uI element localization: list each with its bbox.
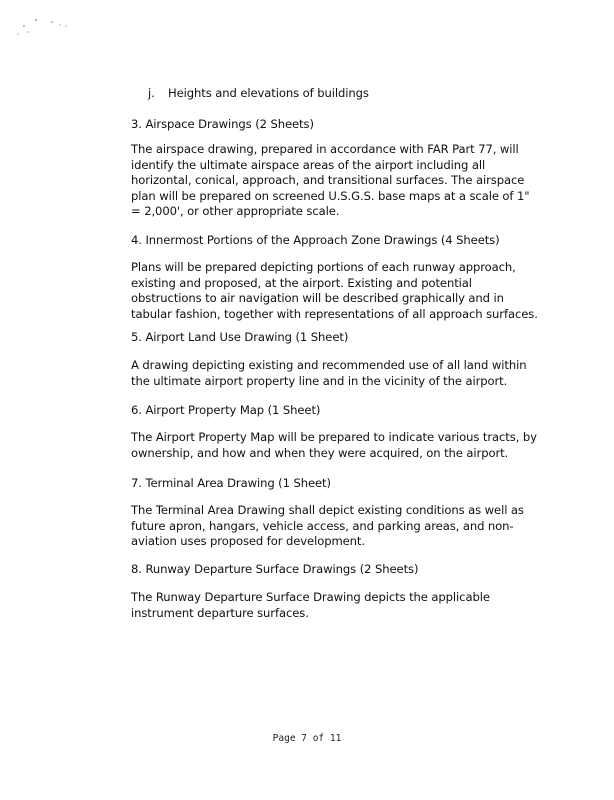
section-paragraph [131, 590, 551, 621]
paragraph-line: identify the ultimate airspace areas of the airport including all [131, 157, 486, 172]
section-heading: 8. Runway Departure Surface Drawings (2 Sheets) [131, 562, 419, 576]
paragraph-line: aviation uses proposed for development. [131, 534, 365, 549]
list-item-text: Heights and elevations of buildings [168, 86, 369, 100]
paragraph-line: Plans will be prepared depicting portions of each runway approach, [131, 260, 516, 274]
paragraph-line: The airspace drawing, prepared in accordance with FAR Part 77, will [131, 142, 519, 156]
section-heading: 5. Airport Land Use Drawing (1 Sheet) [131, 330, 349, 344]
section-heading: 4. Innermost Portions of the Approach Zone Drawings (4 Sheets) [131, 233, 500, 247]
section-heading: 6. Airport Property Map (1 Sheet) [131, 403, 321, 417]
section-paragraph [131, 503, 551, 550]
paragraph-line: instrument departure surfaces. [131, 605, 309, 620]
section-paragraph [131, 260, 551, 322]
scan-specks [14, 14, 74, 54]
paragraph-line: plan will be prepared on screened U.S.G.S. base maps at a scale of 1" [131, 188, 530, 203]
list-marker: j. [148, 86, 155, 100]
paragraph-line: obstructions to air navigation will be described graphically and in [131, 291, 504, 306]
page-number: Page 7 of 11 [272, 733, 342, 744]
paragraph-line: existing and proposed, at the airport. Existing and potential [131, 275, 472, 290]
paragraph-line: ownership, and how and when they were acquired, on the airport. [131, 445, 509, 460]
section-paragraph [131, 430, 551, 461]
section-paragraph [131, 358, 551, 389]
paragraph-line: the ultimate airport property line and in the vicinity of the airport. [131, 373, 508, 388]
paragraph-line: horizontal, conical, approach, and transitional surfaces. The airspace [131, 173, 525, 188]
section-paragraph [131, 142, 551, 220]
paragraph-line: A drawing depicting existing and recommended use of all land within [131, 358, 527, 372]
section-heading: 7. Terminal Area Drawing (1 Sheet) [131, 476, 331, 490]
list-item-j [148, 86, 568, 102]
paragraph-line: The Runway Departure Surface Drawing depicts the applicable [131, 590, 490, 604]
paragraph-line: The Airport Property Map will be prepared to indicate various tracts, by [131, 430, 537, 444]
paragraph-line: tabular fashion, together with representations of all approach surfaces. [131, 306, 538, 321]
section-heading: 3. Airspace Drawings (2 Sheets) [131, 117, 314, 131]
paragraph-line: The Terminal Area Drawing shall depict existing conditions as well as [131, 503, 524, 517]
paragraph-line: future apron, hangars, vehicle access, and parking areas, and non- [131, 518, 514, 533]
paragraph-line: = 2,000', or other appropriate scale. [131, 204, 340, 219]
